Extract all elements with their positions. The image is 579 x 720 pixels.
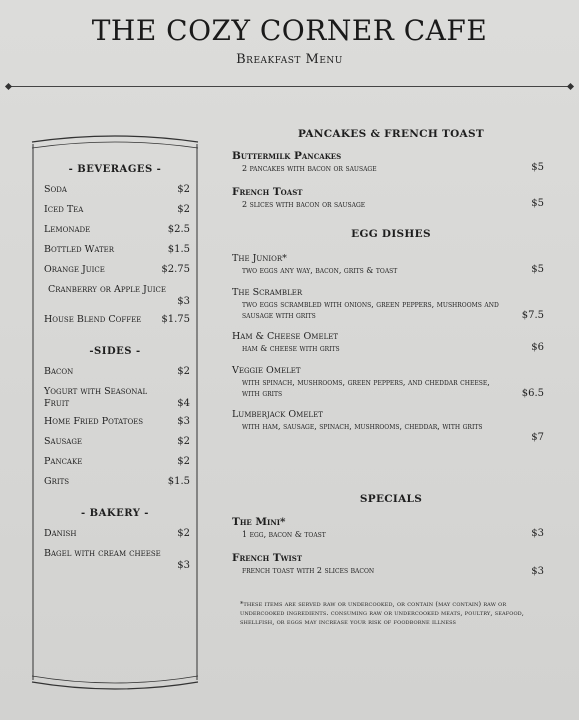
beverages-heading: - BEVERAGES - <box>68 164 162 175</box>
cafe-title: THE COZY CORNER CAFE <box>91 14 488 47</box>
header-divider <box>8 86 571 87</box>
list-item: Home Fried Potatoes $3 <box>44 416 190 427</box>
list-item: House Blend Coffee $1.75 <box>44 314 190 325</box>
list-item: Bagel with cream cheese $3 <box>44 548 190 571</box>
bakery-heading: - BAKERY - <box>81 508 149 519</box>
menu-subtitle: Breakfast Menu <box>236 52 343 67</box>
list-item: Grits $1.5 <box>44 476 190 487</box>
pancakes-heading: PANCAKES & FRENCH TOAST <box>298 128 484 140</box>
list-item: Soda $2 <box>44 184 190 195</box>
menu-item: French Toast 2 slices with bacon or sausage $5 <box>232 186 544 209</box>
list-item: Cranberry or Apple Juice $3 <box>48 284 190 307</box>
list-item: Bottled Water $1.5 <box>44 244 190 255</box>
list-item: Lemonade $2.5 <box>44 224 190 235</box>
list-item: Danish $2 <box>44 528 190 539</box>
menu-item: The Junior* two eggs any way, bacon, grits & toast $5 <box>232 253 544 275</box>
list-item: Bacon $2 <box>44 366 190 377</box>
list-item: Yogurt with Seasonal Fruit $4 <box>44 386 190 409</box>
egg-dishes-heading: EGG DISHES <box>351 228 431 240</box>
sidebar-panel <box>30 134 200 690</box>
sidebar-frame <box>30 134 200 690</box>
list-item: Pancake $2 <box>44 456 190 467</box>
menu-item: Ham & Cheese Omelet ham & cheese with grits $6 <box>232 331 544 353</box>
list-item: Orange Juice $2.75 <box>44 264 190 275</box>
menu-item: French Twist french toast with 2 slices bacon $3 <box>232 552 544 577</box>
menu-item: Buttermilk Pancakes 2 pancakes with bacon or sausage $5 <box>232 150 544 173</box>
menu-item: Veggie Omelet with spinach, mushrooms, green peppers, and cheddar cheese, with grits $6.5 <box>232 365 544 399</box>
menu-item: The Mini* 1 egg, bacon & toast $3 <box>232 516 544 539</box>
sides-heading: -SIDES - <box>89 346 141 357</box>
menu-item: Lumberjack Omelet with ham, sausage, spinach, mushrooms, cheddar, with grits $7 <box>232 409 544 443</box>
specials-heading: SPECIALS <box>359 493 423 505</box>
health-disclaimer: *these items are served raw or undercooked, or contain (may contain) raw or undercooked ingredients. consuming raw or undercooked meats, poultry, seafood, shellfish, or eggs may increase your risk of foodborne illness <box>240 600 524 626</box>
list-item: Sausage $2 <box>44 436 190 447</box>
menu-item: The Scrambler two eggs scrambled with onions, green peppers, mushrooms and sausage with grits $7.5 <box>232 287 544 321</box>
list-item: Iced Tea $2 <box>44 204 190 215</box>
